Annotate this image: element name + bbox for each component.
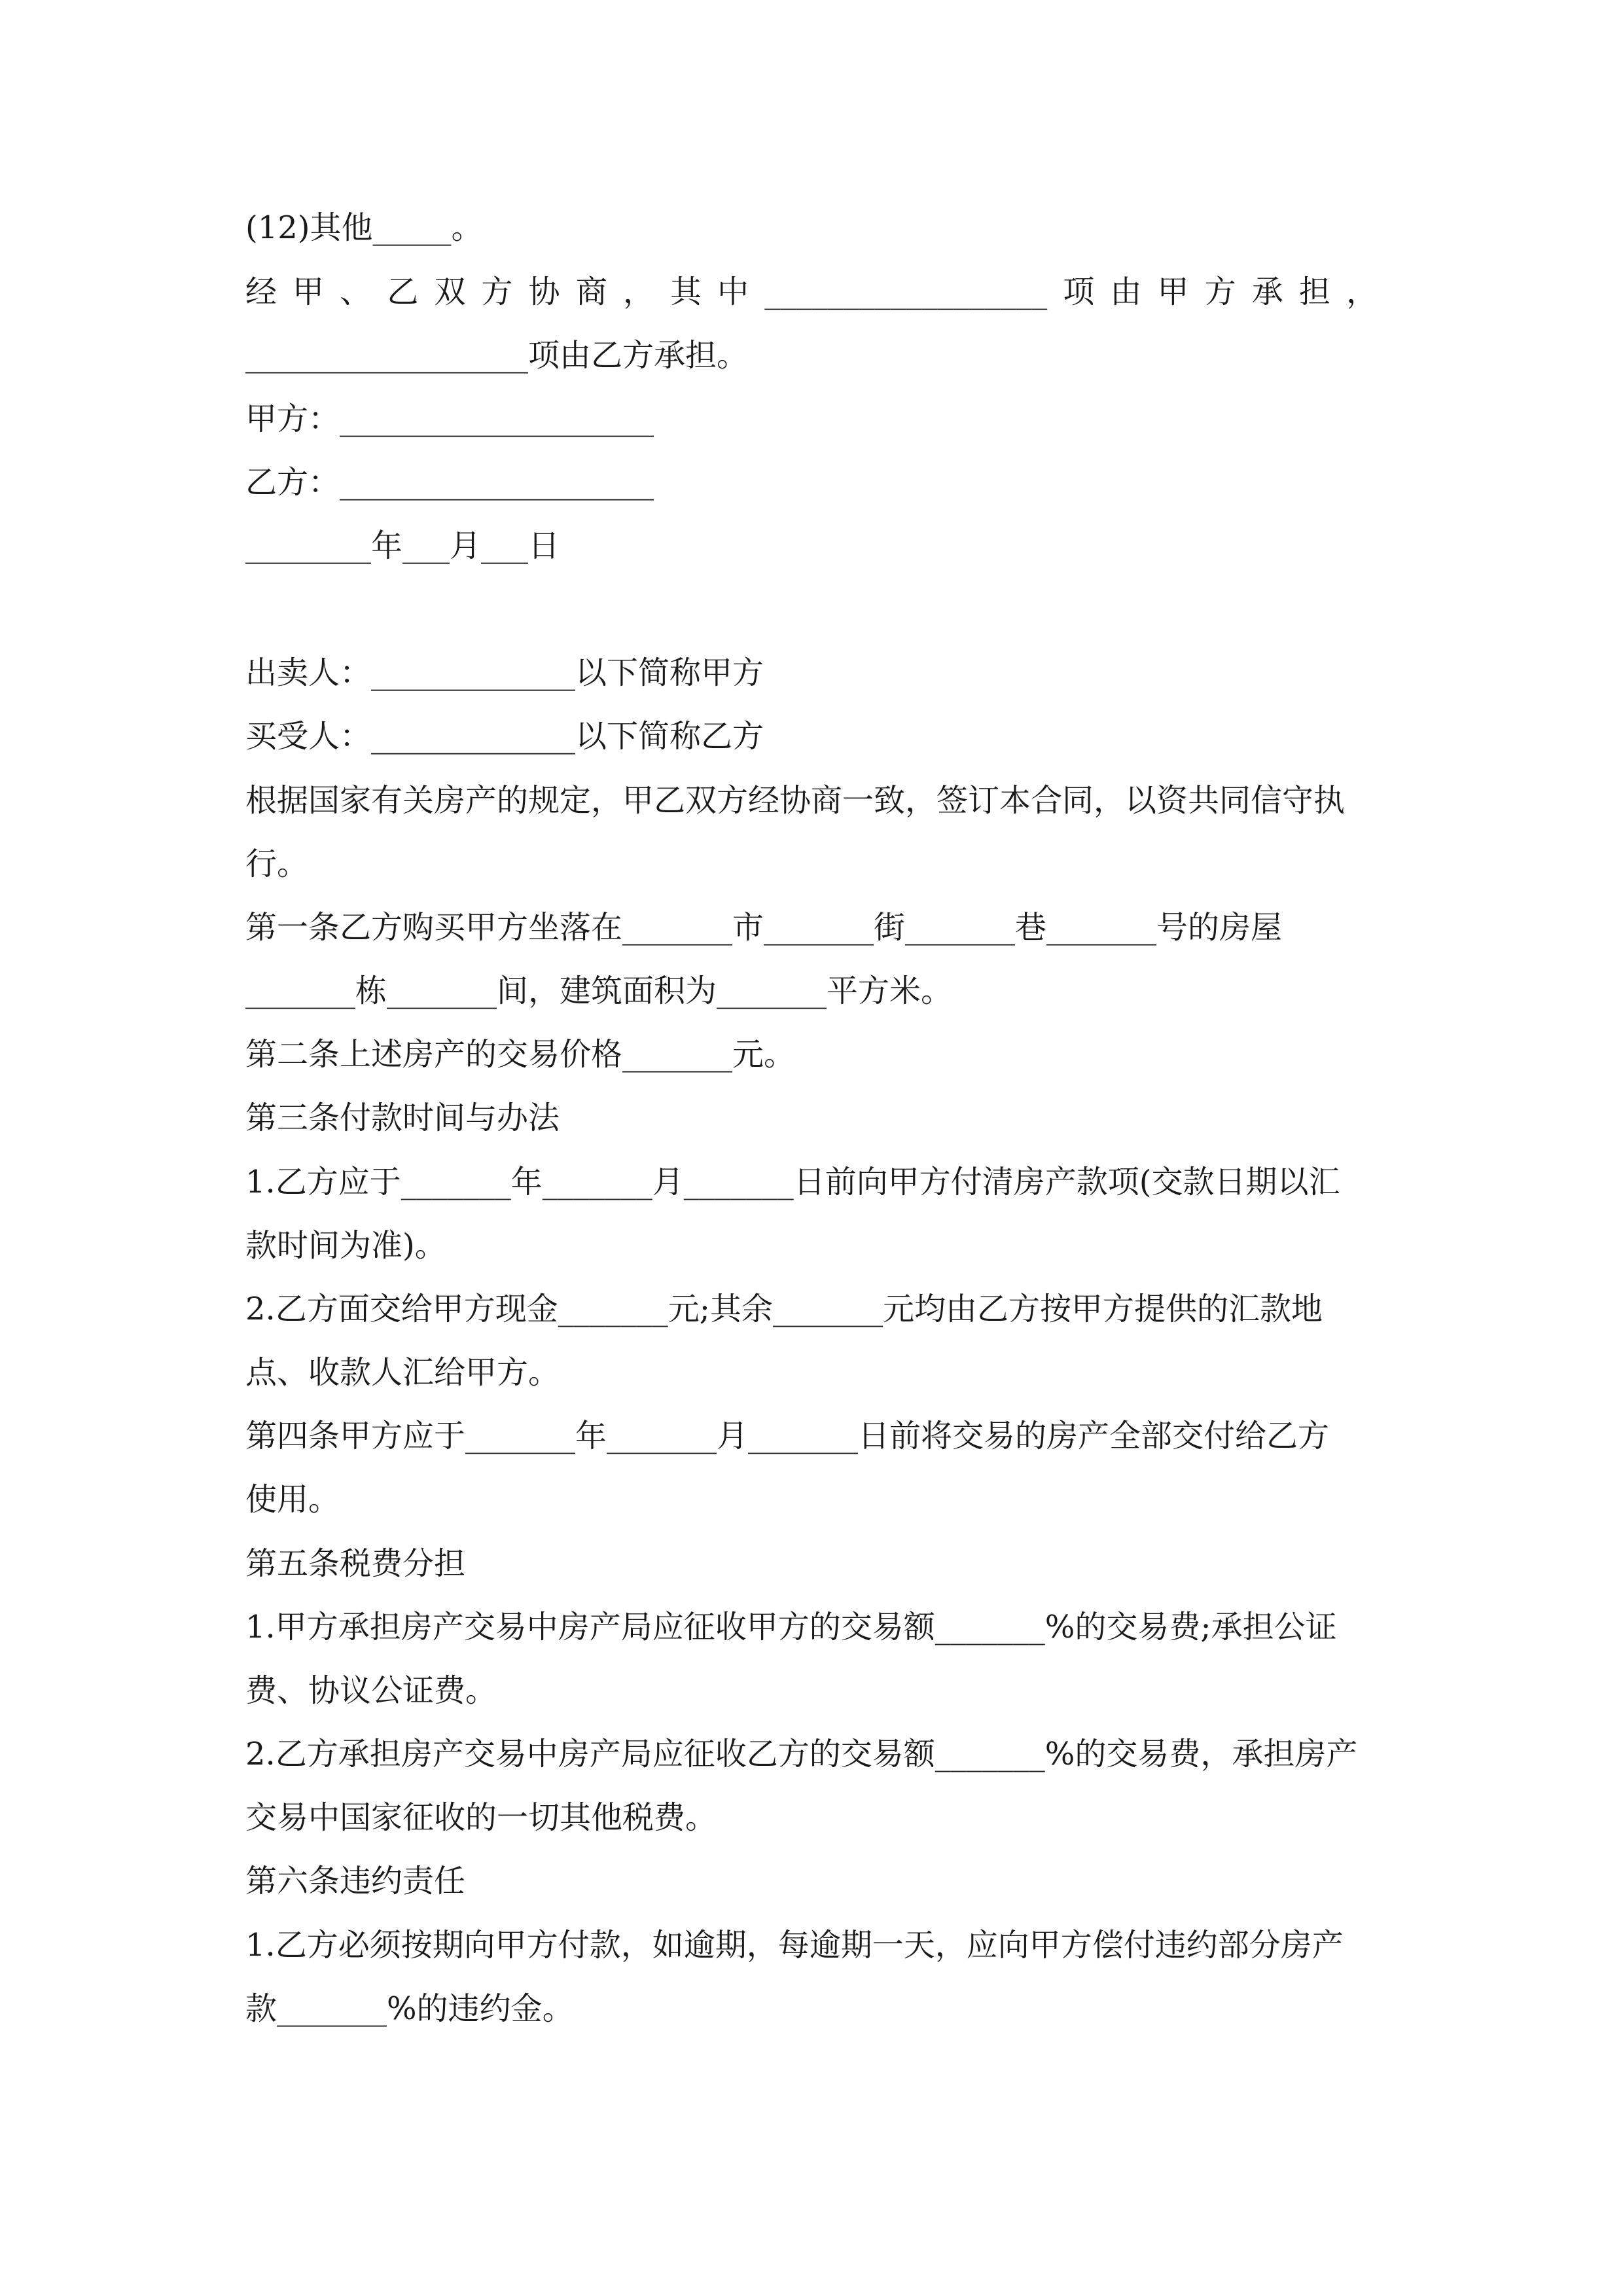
- article-3-item-2-line-1: 2.乙方面交给甲方现金_______元;其余_______元均由乙方按甲方提供的汇款地: [245, 1291, 1323, 1327]
- article-4-line-1: 第四条甲方应于_______年_______月_______日前将交易的房产全部交付给乙方: [245, 1418, 1330, 1454]
- article-3-item-2-line-2: 点、收款人汇给甲方。: [245, 1354, 560, 1391]
- article-6-item-1-line-1: 1.乙方必须按期向甲方付款，如逾期，每逾期一天，应向甲方偿付违约部分房产: [245, 1927, 1344, 1964]
- article-3-item-1-line-1: 1.乙方应于_______年_______月_______日前向甲方付清房产款项(交款日期以汇: [245, 1164, 1340, 1200]
- article-1-line-1: 第一条乙方购买甲方坐落在_______市_______街_______巷_______号的房屋: [245, 909, 1283, 946]
- article-3-heading: 第三条付款时间与办法: [245, 1100, 560, 1136]
- article-5-item-1-line-2: 费、协议公证费。: [245, 1672, 497, 1709]
- article-2-line: 第二条上述房产的交易价格_______元。: [245, 1036, 796, 1073]
- article-5-item-2-line-1: 2.乙方承担房产交易中房产局应征收乙方的交易额_______%的交易费，承担房产: [245, 1736, 1358, 1772]
- article-1-line-2: _______栋_______间，建筑面积为_______平方米。: [245, 973, 953, 1009]
- clause-12-other: (12)其他_____。: [245, 209, 483, 246]
- party-a-signature-line: 甲方：____________________: [245, 401, 654, 437]
- cost-agreement-line-cont: __________________项由乙方承担。: [245, 337, 749, 374]
- preamble-line-1: 根据国家有关房产的规定，甲乙双方经协商一致，签订本合同，以资共同信守执: [245, 782, 1346, 819]
- party-b-signature-line: 乙方：____________________: [245, 464, 654, 501]
- article-5-item-1-line-1: 1.甲方承担房产交易中房产局应征收甲方的交易额_______%的交易费;承担公证: [245, 1609, 1337, 1645]
- article-5-heading: 第五条税费分担: [245, 1545, 466, 1582]
- article-3-item-1-line-2: 款时间为准)。: [245, 1227, 446, 1264]
- buyer-line: 买受人：_____________以下简称乙方: [245, 718, 764, 755]
- date-line: ________年___月___日: [245, 528, 560, 564]
- article-6-item-1-line-2: 款_______%的违约金。: [245, 1990, 574, 2027]
- preamble-line-2: 行。: [245, 846, 309, 882]
- article-6-heading: 第六条违约责任: [245, 1863, 466, 1899]
- article-4-line-2: 使用。: [245, 1481, 340, 1518]
- article-5-item-2-line-2: 交易中国家征收的一切其他税费。: [245, 1799, 717, 1836]
- cost-agreement-line: 经 甲 、 乙 双 方 协 商 ， 其 中 __________________ 项 由 甲 方 承 担 ，: [245, 274, 1378, 310]
- seller-line: 出卖人：_____________以下简称甲方: [245, 655, 764, 691]
